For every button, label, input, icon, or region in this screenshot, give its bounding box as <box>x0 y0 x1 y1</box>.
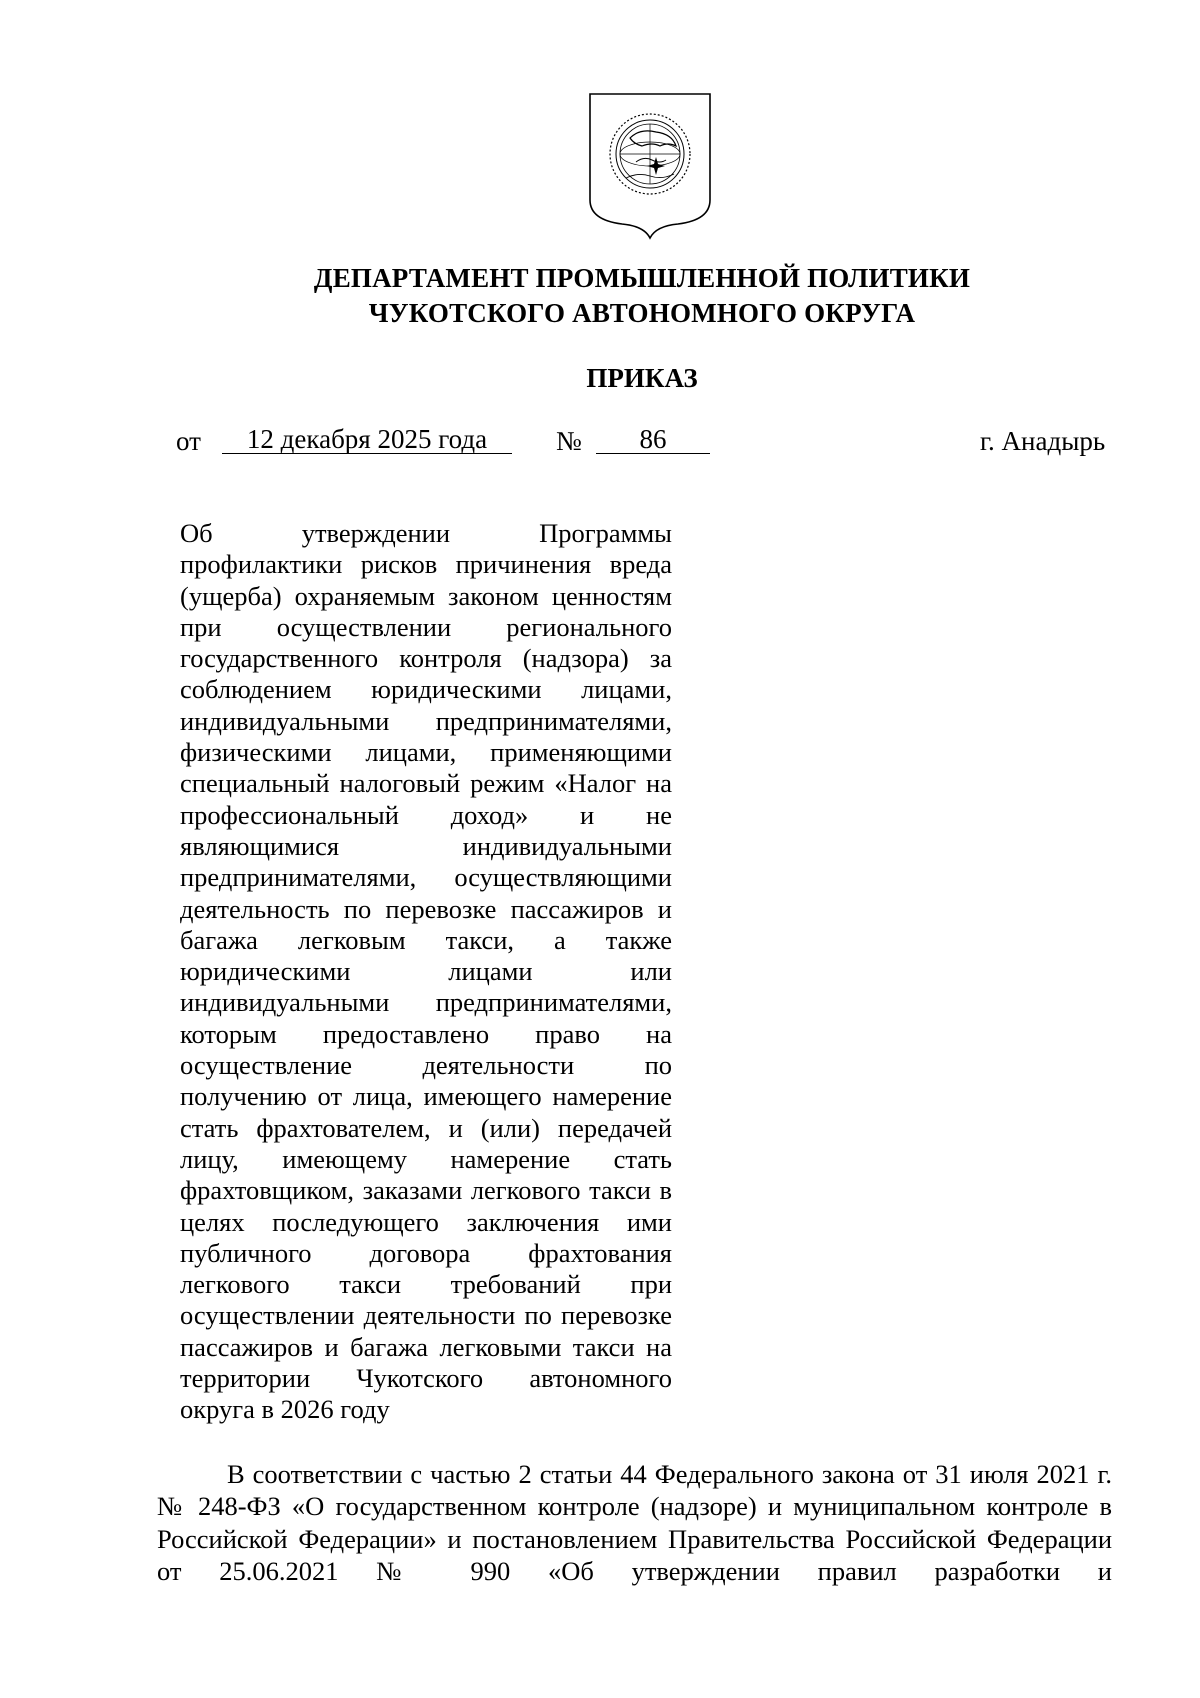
organization-name-line2: ЧУКОТСКОГО АВТОНОМНОГО ОКРУГА <box>368 298 916 328</box>
document-subject: Об утверждении Программы профилактики рисков причинения вреда (ущерба) охраняемым законом ценностям при осуществлении регионального государственного контроля (надзора) за соблюдением юридическими лицами, индивидуальными предпринимателями, физическими лицами, применяющими специальный налоговый режим «Налог на профессиональный доход» и не являющимися индивидуальными предпринимателями, осуществляющими деятельность по перевозке пассажиров и багажа легковым такси, а также юридическими лицами или индивидуальными предпринимателями, которым предоставлено право на осуществление деятельности по получению от лица, имеющего намерение стать фрахтователем, и (или) передачей лицу, имеющему намерение стать фрахтовщиком, заказами легкового такси в целях последующего заключения ими публичного договора фрахтования легкового такси требований при осуществлении деятельности по перевозке пассажиров и багажа легковыми такси на территории Чукотского автономного округа в 2026 году <box>180 518 672 1425</box>
document-city: г. Анадырь <box>980 426 1106 456</box>
coat-of-arms-icon <box>586 92 714 240</box>
number-label: № <box>556 426 582 456</box>
organization-name-line1: ДЕПАРТАМЕНТ ПРОМЫШЛЕННОЙ ПОЛИТИКИ <box>313 263 971 293</box>
document-date: 12 декабря 2025 года <box>222 425 512 454</box>
date-prefix-label: от <box>176 426 201 456</box>
document-type-title: ПРИКАЗ <box>586 363 698 393</box>
document-number: 86 <box>596 425 710 454</box>
body-paragraph: В соответствии с частью 2 статьи 44 Федерального закона от 31 июля 2021 г. № 248-ФЗ «О государственном контроле (надзоре) и муниципальном контроле в Российской Федерации» и постановлением Правительства Российской Федерации от 25.06.2021 № 990 «Об утверждении правил разработки и <box>157 1459 1112 1586</box>
